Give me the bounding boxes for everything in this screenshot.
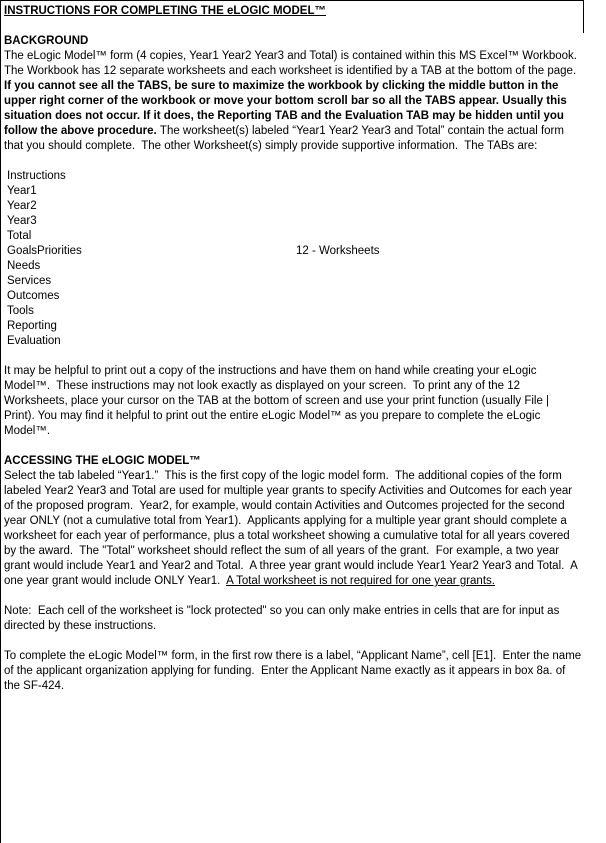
document-content xyxy=(4,4,585,694)
tab-list-item-year2 xyxy=(7,199,582,214)
tab-list-item-needs xyxy=(7,259,582,274)
blank-line xyxy=(4,349,582,364)
left-border-line xyxy=(0,0,1,843)
applicant-name-paragraph xyxy=(4,649,585,694)
printing-text: It may be helpful to print out a copy of the instructions and have them on hand while creating your eLogic Model™. These instructions may not look exactly as displayed on your screen. To print any of the 12 Worksheets, place your cursor on the TAB at the bottom of screen and use your print function (usually File | Print). You may find it helpful to print out the entire eLogic Model™ as you prepare to complete the eLogic Model™. xyxy=(4,365,553,437)
complete-form-text: To complete the eLogic Model™ form, in the first row there is a label, “Applicant Name”, cell [E1]. Enter the name of the applicant organization applying for funding. Enter the Applicant Name exactly as it appears in box 8a. of the SF-424. xyxy=(4,650,585,692)
blank-line xyxy=(4,589,582,604)
worksheet-count-annotation: 12 - Worksheets xyxy=(296,245,380,257)
tab-list-item-outcomes xyxy=(7,289,582,304)
tab-label: Needs xyxy=(7,260,41,272)
tab-label: Total xyxy=(7,230,32,242)
tab-label: Tools xyxy=(7,305,34,317)
printing-paragraph xyxy=(4,364,582,439)
background-text-part1: The eLogic Model™ form (4 copies, Year1 Year2 Year3 and Total) is contained within this MS Excel™ Workbook. The Workbook has 12 separate worksheets and each worksheet is identified by a TAB at the bottom of the page. xyxy=(4,50,584,77)
tab-list-item-year1 xyxy=(7,184,582,199)
tab-label: Instructions xyxy=(7,170,66,182)
page-title: INSTRUCTIONS FOR COMPLETING THE eLOGIC MODEL™ xyxy=(4,5,326,17)
background-text-part3: The worksheet(s) labeled “Year1 Year2 Year3 and Total” contain the actual form that you should complete. The other Worksheet(s) simply provide supportive information. The TABs are: xyxy=(4,125,568,152)
title-cell-right-border xyxy=(583,0,584,33)
tab-label: Year3 xyxy=(7,215,37,227)
tab-label: Year2 xyxy=(7,200,37,212)
accessing-heading: ACCESSING THE eLOGIC MODEL™ xyxy=(4,455,201,467)
tab-list-item-reporting xyxy=(7,319,582,334)
tab-list-item-services xyxy=(7,274,582,289)
tab-list-item-instructions xyxy=(7,169,582,184)
tab-list-item-evaluation xyxy=(7,334,582,349)
tab-label: Reporting xyxy=(7,320,57,332)
tab-list-item-total xyxy=(7,229,582,244)
blank-line xyxy=(4,634,582,649)
note-text: Note: Each cell of the worksheet is "lock protected" so you can only make entries in cells that are for input as directed by these instructions. xyxy=(4,605,563,632)
tab-label: GoalsPriorities xyxy=(7,245,82,257)
blank-line xyxy=(4,19,582,34)
background-paragraph xyxy=(4,49,582,154)
lock-protected-note-paragraph xyxy=(4,604,582,634)
tab-list-item-tools xyxy=(7,304,582,319)
tabs-list xyxy=(4,169,582,349)
background-text-bold-warning: If you cannot see all the TABS, be sure to maximize the workbook by clicking the middle button in the upper right corner of the workbook or move your bottom scroll bar so all the TABS appear. Usually this situation does not occur. If it does, the Reporting TAB and the Evaluation TAB may be hidden until you follow the above procedure. xyxy=(4,80,570,137)
background-heading: BACKGROUND xyxy=(4,35,89,47)
tab-label: Year1 xyxy=(7,185,37,197)
accessing-text-underlined-rule: A Total worksheet is not required for one year grants. xyxy=(226,575,495,587)
accessing-text-part1: Select the tab labeled “Year1.” This is the first copy of the logic model form. The additional copies of the form labeled Year2 Year3 and Total are used for multiple year grants to specify Activities and Outcomes for each year of the proposed program. Year2, for example, would contain Activities and Outcomes projected for the second year ONLY (not a cumulative total from Year1). Applicants applying for a multiple year grant should complete a worksheet for each year of performance, plus a total worksheet showing a cumulative total for all years covered by the award. The "Total" worksheet should reflect the sum of all years of the grant. For example, a two year grant would include Year1 and Year2 and Total. A three year grant would include Year1 Year2 Year3 and Total. A one year grant would include ONLY Year1. xyxy=(4,470,581,587)
blank-line xyxy=(4,439,582,454)
accessing-paragraph xyxy=(4,469,582,589)
tab-list-item-goalspriorities xyxy=(7,244,582,259)
tab-label: Services xyxy=(7,275,52,287)
blank-line xyxy=(4,154,582,169)
top-border-line xyxy=(0,0,584,1)
tab-label: Outcomes xyxy=(7,290,60,302)
tab-label: Evaluation xyxy=(7,335,61,347)
tab-list-item-year3 xyxy=(7,214,582,229)
